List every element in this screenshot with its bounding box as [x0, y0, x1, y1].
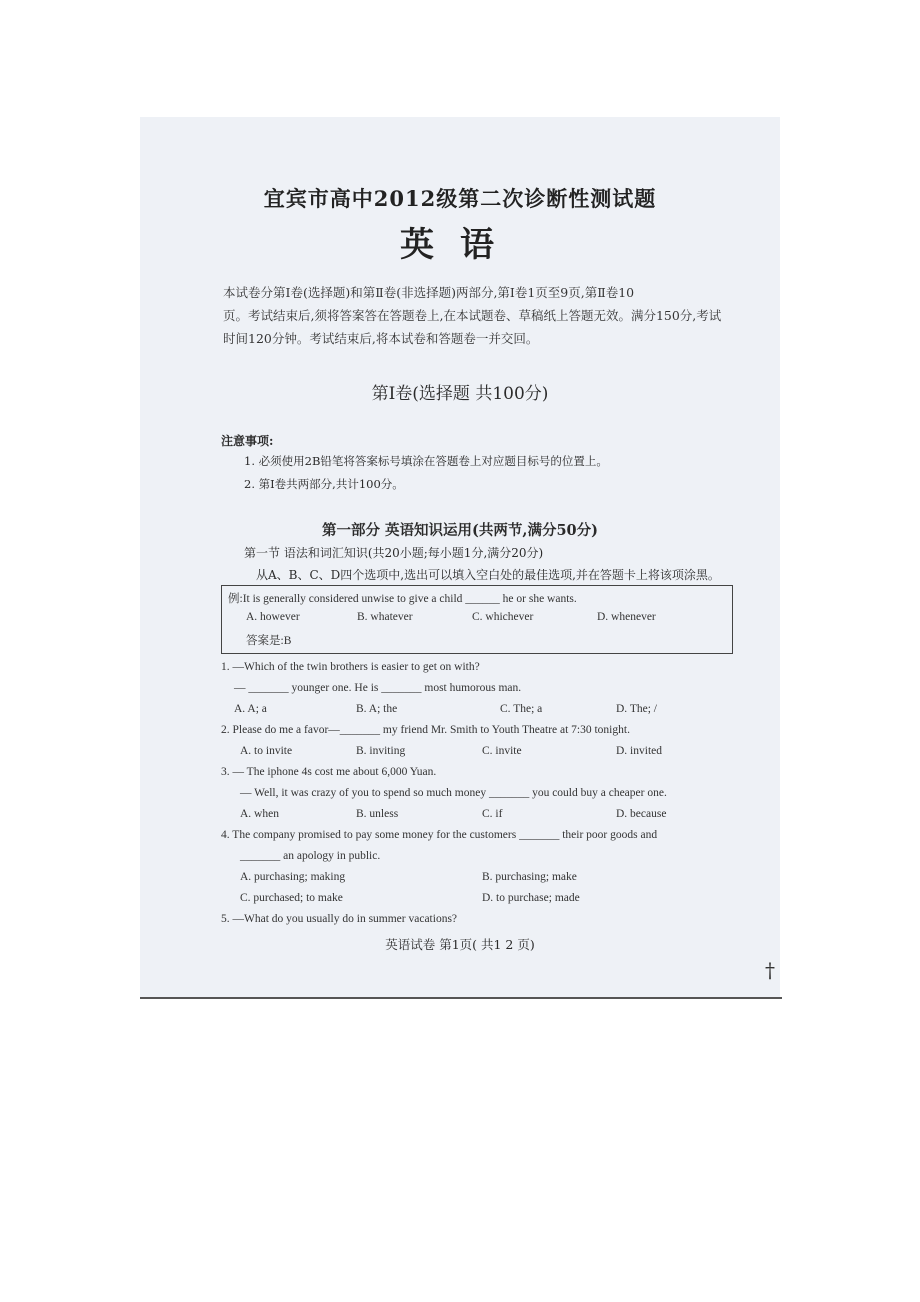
intro-line-1: 本试卷分第Ⅰ卷(选择题)和第Ⅱ卷(非选择题)两部分,第Ⅰ卷1页至9页,第Ⅱ卷10: [223, 285, 635, 300]
option: B. unless: [356, 808, 399, 820]
question-line: _______ an apology in public.: [240, 850, 381, 862]
option: D. to purchase; made: [482, 892, 580, 904]
example-box: [221, 585, 733, 654]
example-answer: 答案是:B: [246, 635, 292, 647]
question-line: 4. The company promised to pay some money for the customers _______ their poor goods and: [221, 829, 658, 841]
option: C. The; a: [500, 703, 543, 715]
option: A. to invite: [240, 745, 293, 757]
question-line: 2. Please do me a favor—_______ my friend Mr. Smith to Youth Theatre at 7:30 tonight.: [221, 724, 630, 736]
example-option: C. whichever: [472, 611, 534, 623]
option: C. if: [482, 808, 503, 820]
scanned-page: [140, 117, 780, 997]
section1-instruction: 从A、B、C、D四个选项中,选出可以填入空白处的最佳选项,并在答题卡上将该项涂黑。: [256, 568, 720, 582]
question-line: 5. —What do you usually do in summer vacations?: [221, 913, 458, 925]
option: C. purchased; to make: [240, 892, 343, 904]
option: D. invited: [616, 745, 662, 757]
section1-title: 第一节 语法和词汇知识(共20小题;每小题1分,满分20分): [244, 546, 544, 560]
part1-title: 第一部分 英语知识运用(共两节,满分50分): [322, 522, 598, 539]
example-option: A. however: [246, 611, 300, 623]
option: D. because: [616, 808, 667, 820]
exam-title: 宜宾市高中2012级第二次诊断性测试题: [263, 186, 657, 211]
question-line: — _______ younger one. He is _______ most humorous man.: [234, 682, 522, 694]
intro-line-2: 页。考试结束后,须将答案答在答题卷上,在本试题卷、草稿纸上答题无效。满分150分,考试: [223, 308, 722, 323]
option: A. purchasing; making: [240, 871, 346, 883]
option: B. purchasing; make: [482, 871, 577, 883]
option: B. A; the: [356, 703, 398, 715]
option: A. when: [240, 808, 279, 820]
question-line: — Well, it was crazy of you to spend so much money _______ you could buy a cheaper one.: [240, 787, 667, 799]
question-line: 1. —Which of the twin brothers is easier to get on with?: [221, 661, 480, 673]
question-line: 3. — The iphone 4s cost me about 6,000 Yuan.: [221, 766, 437, 778]
subject-title: 英语: [400, 225, 520, 265]
option: D. The; /: [616, 703, 657, 715]
page-footer: 英语试卷 第1页( 共1 2 页): [385, 937, 535, 952]
bottom-rule: [140, 997, 782, 999]
example-option: B. whatever: [357, 611, 413, 623]
example-option: D. whenever: [597, 611, 656, 623]
option: A. A; a: [234, 703, 267, 715]
note-item: 2. 第Ⅰ卷共两部分,共计100分。: [244, 477, 404, 491]
dagger-mark: †: [765, 958, 775, 982]
example-question: 例:It is generally considered unwise to give a child ______ he or she wants.: [228, 593, 577, 605]
note-item: 1. 必须使用2B铅笔将答案标号填涂在答题卷上对应题目标号的位置上。: [244, 454, 608, 468]
option: C. invite: [482, 745, 522, 757]
option: B. inviting: [356, 745, 406, 757]
volume-title: 第Ⅰ卷(选择题 共100分): [371, 384, 549, 404]
notes-heading: 注意事项:: [221, 434, 274, 448]
intro-line-3: 时间120分钟。考试结束后,将本试卷和答题卷一并交回。: [223, 331, 539, 346]
